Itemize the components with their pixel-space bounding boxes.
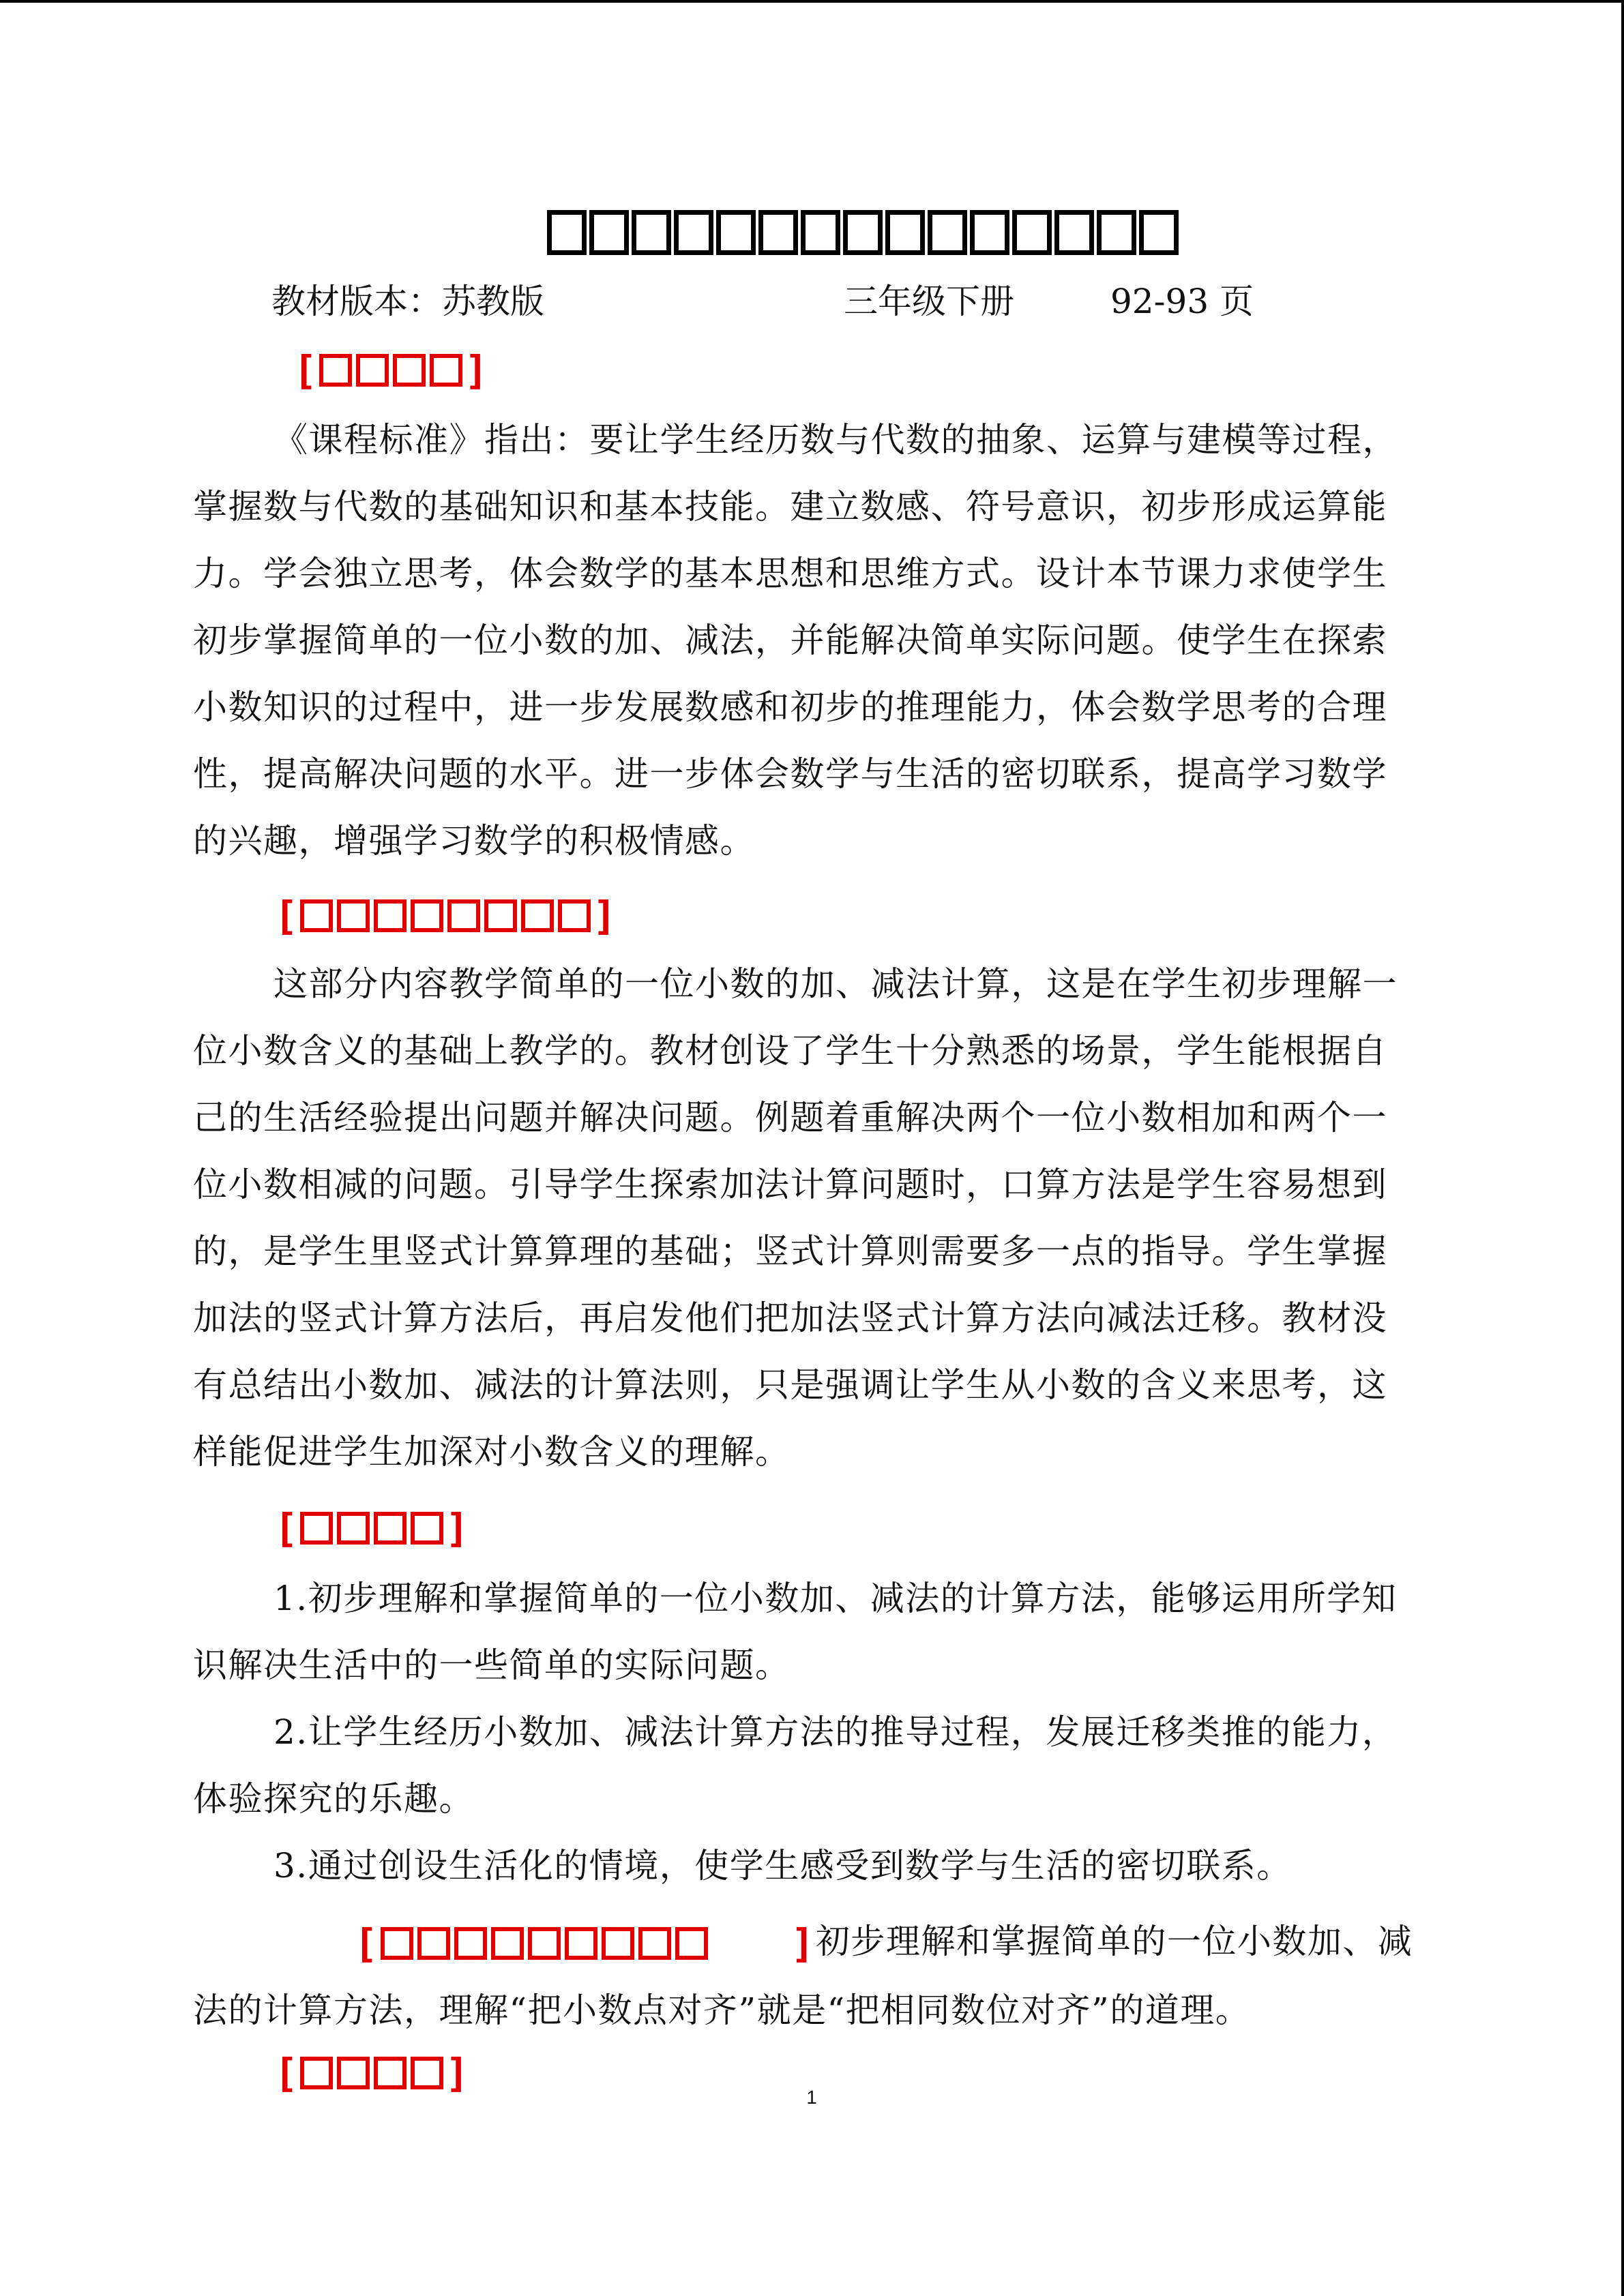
heading-glyph-box bbox=[374, 2057, 407, 2089]
section-heading-5 bbox=[274, 2049, 469, 2097]
heading-glyph-box bbox=[381, 1927, 413, 1960]
heading-glyph-box bbox=[393, 354, 426, 387]
page-range: 92-93 页 bbox=[1110, 282, 1254, 321]
heading-glyph-box bbox=[356, 354, 389, 387]
heading-bracket: [ bbox=[274, 893, 298, 939]
heading-glyph-box bbox=[374, 899, 407, 932]
heading-glyph-box bbox=[300, 1512, 333, 1545]
section-heading-4 bbox=[274, 1910, 816, 1977]
heading-glyph-box bbox=[521, 899, 554, 932]
heading-glyph-box bbox=[337, 899, 370, 932]
heading-bracket: [ bbox=[293, 347, 317, 393]
heading-glyph-box bbox=[565, 1927, 597, 1960]
heading-glyph-box bbox=[558, 899, 591, 932]
page-number: 1 bbox=[806, 2087, 817, 2108]
objective-1: 1.初步理解和掌握简单的一位小数加、减法的计算方法，能够运用所学知识解决生活中的一些简单的实际问题。 bbox=[193, 1579, 1398, 1685]
paragraph: 这部分内容教学简单的一位小数的加、减法计算，这是在学生初步理解一位小数含义的基础上教学的。教材创设了学生十分熟悉的场景，学生能根据自己的生活经验提出问题并解决问题。例题着重解决两个一位小数相加和两个一位小数相减的问题。引导学生探索加法计算问题时，口算方法是学生容易想到的，是学生里竖式计算算理的基础；竖式计算则需要多一点的指导。学生掌握加法的竖式计算方法后，再启发他们把加法竖式计算方法向减法迁移。教材没有总结出小数加、减法的计算法则，只是强调让学生从小数的含义来思考，这样能促进学生加深对小数含义的理解。 bbox=[193, 964, 1398, 1472]
heading-glyph-box bbox=[430, 354, 462, 387]
title-glyph-box bbox=[1012, 210, 1052, 255]
heading-glyph-box bbox=[528, 1927, 561, 1960]
paragraph: 《课程标准》指出：要让学生经历数与代数的抽象、运算与建模等过程，掌握数与代数的基础知识和基本技能。建立数感、符号意识，初步形成运算能力。学会独立思考，体会数学的基本思想和思维方式。设计本节课力求使学生初步掌握简单的一位小数的加、减法，并能解决简单实际问题。使学生在探索小数知识的过程中，进一步发展数感和初步的推理能力，体会数学思考的合理性，提高解决问题的水平。进一步体会数学与生活的密切联系，提高学习数学的兴趣，增强学习数学的积极情感。 bbox=[193, 420, 1398, 861]
section-body-1 bbox=[193, 406, 1417, 874]
heading-glyph-box bbox=[454, 1927, 487, 1960]
heading-bracket: ] bbox=[445, 1505, 469, 1551]
title-glyph-box bbox=[632, 210, 671, 255]
section-heading-3 bbox=[274, 1504, 469, 1552]
heading-bracket: ] bbox=[445, 2050, 469, 2096]
heading-glyph-box bbox=[484, 899, 517, 932]
title-glyph-box bbox=[547, 210, 587, 255]
key-point-text: 初步理解和掌握简单的一位小数加、减法的计算方法，理解“把小数点对齐”就是“把相同数位对齐”的道理。 bbox=[193, 1922, 1413, 2030]
title-glyph-box bbox=[758, 210, 798, 255]
title-glyph-box bbox=[716, 210, 756, 255]
section-body-3 bbox=[193, 1565, 1417, 1899]
heading-glyph-box bbox=[300, 899, 333, 932]
objective-2: 2.让学生经历小数加、减法计算方法的推导过程，发展迁移类推的能力，体验探究的乐趣。 bbox=[193, 1712, 1398, 1819]
heading-bracket: ] bbox=[791, 1920, 816, 1967]
heading-glyph-box bbox=[602, 1927, 634, 1960]
section-body-2 bbox=[193, 951, 1417, 1485]
section-body-4 bbox=[193, 1908, 1417, 2044]
heading-glyph-box bbox=[491, 1927, 524, 1960]
heading-glyph-box bbox=[447, 899, 480, 932]
page-top-border bbox=[0, 0, 1624, 3]
heading-glyph-box bbox=[417, 1927, 450, 1960]
textbook-version: 教材版本：苏教版 bbox=[271, 282, 544, 321]
title-glyph-box bbox=[674, 210, 713, 255]
heading-bracket: [ bbox=[274, 1505, 298, 1551]
heading-bracket: ] bbox=[592, 893, 617, 939]
title-glyph-box bbox=[589, 210, 629, 255]
title-glyph-box bbox=[885, 210, 925, 255]
title-glyph-box bbox=[1139, 210, 1179, 255]
title-glyph-box bbox=[970, 210, 1009, 255]
heading-glyph-box bbox=[638, 1927, 671, 1960]
grade-label: 三年级下册 bbox=[844, 282, 1014, 321]
title-glyph-box bbox=[843, 210, 883, 255]
heading-glyph-box bbox=[319, 354, 352, 387]
heading-bracket: [ bbox=[354, 1920, 379, 1967]
heading-glyph-box bbox=[374, 1512, 407, 1545]
heading-glyph-box bbox=[411, 1512, 443, 1545]
heading-glyph-box bbox=[411, 2057, 443, 2089]
heading-glyph-box bbox=[337, 2057, 370, 2089]
document-title bbox=[547, 206, 1179, 260]
heading-bracket: ] bbox=[464, 347, 488, 393]
heading-bracket: [ bbox=[274, 2050, 298, 2096]
title-glyph-box bbox=[1097, 210, 1136, 255]
objective-3: 3.通过创设生活化的情境，使学生感受到数学与生活的密切联系。 bbox=[274, 1846, 1292, 1885]
page-right-border bbox=[1621, 0, 1624, 2296]
heading-glyph-box bbox=[675, 1927, 708, 1960]
title-glyph-box bbox=[801, 210, 840, 255]
title-glyph-box bbox=[928, 210, 967, 255]
heading-glyph-box bbox=[411, 899, 443, 932]
title-glyph-box bbox=[1054, 210, 1094, 255]
heading-glyph-box bbox=[337, 1512, 370, 1545]
heading-glyph-box bbox=[300, 2057, 333, 2089]
section-heading-1 bbox=[293, 346, 488, 394]
section-heading-2 bbox=[274, 892, 617, 940]
